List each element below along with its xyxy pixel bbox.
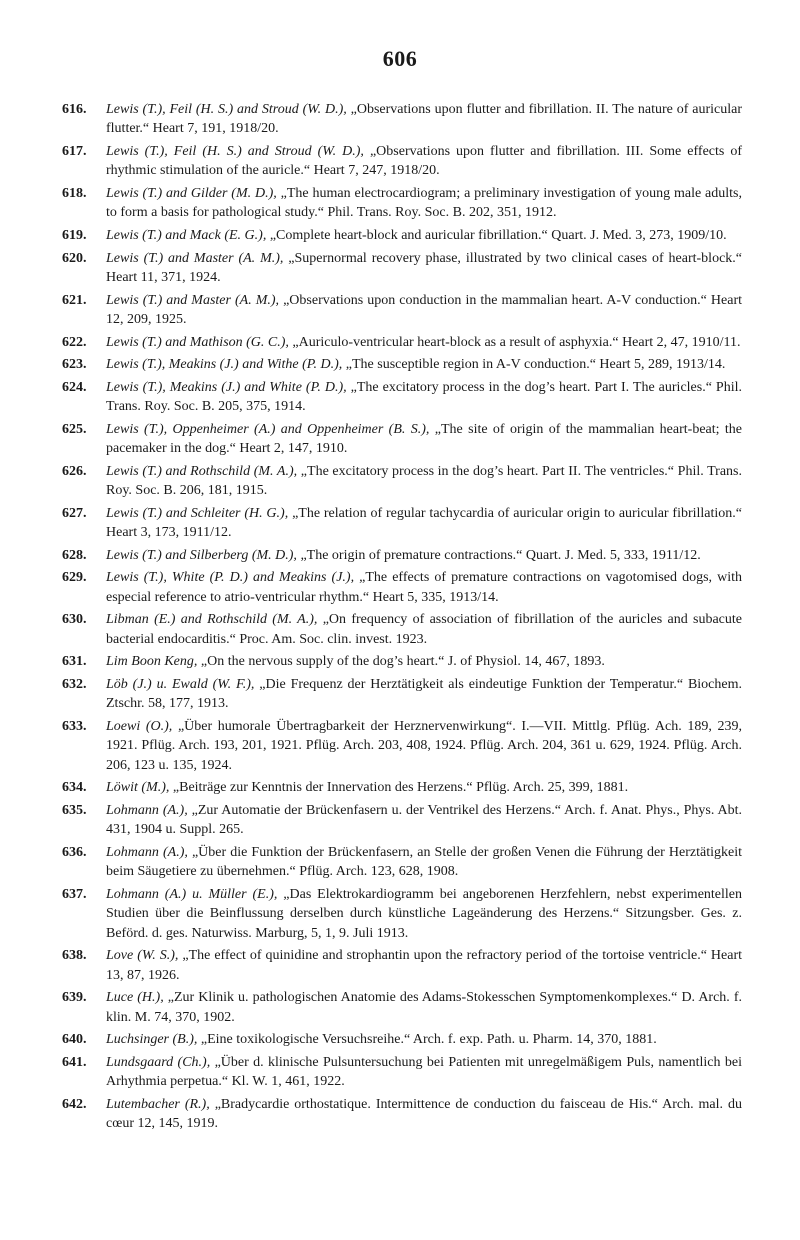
reference-entry [62,249,742,288]
reference-entry [62,778,742,797]
reference-number: 639. [62,990,87,1006]
reference-number: 637. [62,886,87,902]
reference-entry [62,355,742,374]
page-number: 606 [382,46,418,71]
reference-title-source: „Beiträge zur Kenntnis der Innervation des Herzens.“ Pflüg. Arch. 25, 399, 1881. [172,780,629,796]
reference-title-source: „The effect of quinidine and strophantin upon the refractory period of the tortoise ventricle.“ Heart 13, 87, 1926. [106,948,742,983]
reference-title-source: „Die Frequenz der Herztätigkeit als eindeutige Funktion der Temperatur.“ Biochem. Ztschr. 58, 177, 1913. [106,676,742,712]
reference-authors: Lewis (T.) and Master (A. M.), [106,292,280,308]
reference-title-source: „Observations upon conduction in the mammalian heart. A-V conduction.“ Heart 12, 209, 1925. [106,292,743,327]
reference-title-source: „Über d. klinische Pulsuntersuchung bei Patienten mit unregelmäßigem Puls, namentlich bei Arhythmia perpetua.“ Kl. W. 1, 461, 1922. [106,1054,742,1090]
reference-authors: Libman (E.) and Rothschild (M. A.), [106,612,318,628]
reference-entry [62,675,742,714]
reference-list [62,100,742,1137]
reference-authors: Lewis (T.) and Mathison (G. C.), [106,334,289,350]
reference-entry [62,420,742,459]
reference-title-source: „The excitatory process in the dog’s heart. Part I. The auricles.“ Phil. Trans. Roy. Soc. B. 205, 375, 1914. [106,379,742,415]
reference-entry [62,291,742,330]
reference-entry [62,1095,742,1134]
reference-authors: Lewis (T.), White (P. D.) and Meakins (J.), [106,570,355,586]
reference-title-source: „Zur Klinik u. pathologischen Anatomie des Adams-Stokesschen Symptomenkomplexes.“ D. Arch. f. klin. M. 74, 370, 1902. [106,990,743,1025]
reference-number: 632. [62,676,87,692]
reference-entry [62,988,742,1027]
reference-authors: Lewis (T.), Feil (H. S.) and Stroud (W. D.), [106,102,347,117]
reference-entry [62,142,742,181]
reference-authors: Lohmann (A.) u. Müller (E.), [106,886,278,902]
reference-title-source: „Observations upon flutter and fibrillation. III. Some effects of rhythmic stimulation of the auricle.“ Heart 7, 247, 1918/20. [106,144,743,179]
reference-authors: Löb (J.) u. Ewald (W. F.), [106,676,255,692]
reference-authors: Lutembacher (R.), [106,1096,210,1112]
reference-number: 634. [62,780,87,796]
reference-number: 621. [62,292,87,308]
reference-number: 616. [62,102,87,117]
reference-authors: Löwit (M.), [106,780,170,796]
reference-number: 625. [62,421,87,437]
reference-entry [62,1030,742,1049]
reference-authors: Lewis (T.), Meakins (J.) and White (P. D.), [106,379,347,395]
reference-entry [62,184,742,223]
reference-number: 638. [62,948,87,964]
reference-number: 631. [62,654,87,670]
reference-title-source: „On frequency of association of fibrillation of the auricles and subacute bacterial endocarditis.“ Proc. Am. Soc. clin. invest. 1923. [106,612,742,647]
reference-number: 635. [62,802,87,818]
reference-entry [62,652,742,671]
reference-title-source: „Zur Automatie der Brückenfasern u. der Ventrikel des Herzens.“ Arch. f. Anat. Phys., Phys. Abt. 431, 1904 u. Suppl. 265. [106,802,743,838]
reference-number: 626. [62,463,87,479]
reference-authors: Lewis (T.) and Mack (E. G.), [106,228,267,243]
reference-number: 624. [62,379,87,395]
reference-entry [62,546,742,565]
reference-entry [62,717,742,775]
reference-entry [62,568,742,607]
reference-title-source: „The origin of premature contractions.“ Quart. J. Med. 5, 333, 1911/12. [300,547,701,563]
reference-entry [62,1053,742,1092]
reference-title-source: „Das Elektrokardiogramm bei angeborenen Herzfehlern, nebst experimentellen Studien über die Beinflussung derselben durch künstliche Lageänderung des Herzens.“ Sitzungsber. Ges. z. Beförd. d. ges. Naturwiss. Marburg, 5, 1, 9. Juli 1913. [106,886,743,941]
reference-title-source: „Über die Funktion der Brückenfasern, an Stelle der großen Venen die Führung der Herztätigkeit beim Säugetiere zu übernehmen.“ Pflüg. Arch. 123, 628, 1908. [106,844,742,880]
reference-entry [62,504,742,543]
reference-number: 630. [62,612,87,628]
reference-number: 620. [62,250,87,266]
reference-entry [62,801,742,840]
reference-title-source: „Complete heart-block and auricular fibrillation.“ Quart. J. Med. 3, 273, 1909/10. [269,228,727,243]
reference-entry [62,226,742,245]
reference-number: 642. [62,1096,87,1112]
reference-entry [62,100,742,139]
reference-authors: Luchsinger (B.), [106,1032,198,1048]
reference-number: 640. [62,1032,87,1048]
reference-number: 636. [62,844,87,860]
reference-number: 618. [62,186,87,201]
reference-entry [62,378,742,417]
reference-number: 629. [62,570,87,586]
reference-title-source: „The excitatory process in the dog’s heart. Part II. The ventricles.“ Phil. Trans. Roy. Soc. B. 206, 181, 1915. [106,463,743,499]
reference-entry [62,333,742,352]
reference-authors: Lewis (T.) and Schleiter (H. G.), [106,505,289,521]
reference-authors: Loewi (O.), [106,718,173,734]
reference-authors: Luce (H.), [106,990,164,1006]
reference-authors: Love (W. S.), [106,948,179,964]
reference-authors: Lewis (T.), Oppenheimer (A.) and Oppenheimer (B. S.), [106,421,430,437]
reference-number: 623. [62,357,87,373]
reference-entry [62,946,742,985]
reference-entry [62,462,742,501]
reference-authors: Lewis (T.), Meakins (J.) and Withe (P. D.), [106,357,343,373]
reference-title-source: „Über humorale Übertragbarkeit der Herznervenwirkung“. I.—VII. Mittlg. Pflüg. Ach. 189, 239, 1921. Pflüg. Arch. 193, 201, 1921. Pflüg. Arch. 203, 408, 1924. Pflüg. Arch. 204, 361 u. 629, 1924. Pflüg. Arch. 206, 123 u. 135, 1924. [106,718,742,773]
reference-entry [62,843,742,882]
reference-authors: Lewis (T.) and Silberberg (M. D.), [106,547,297,563]
reference-title-source: „Supernormal recovery phase, illustrated by two clinical cases of heart-block.“ Heart 11, 371, 1924. [106,250,742,285]
reference-number: 619. [62,228,87,243]
reference-number: 622. [62,334,87,350]
reference-authors: Lohmann (A.), [106,844,188,860]
reference-authors: Lewis (T.) and Master (A. M.), [106,250,284,266]
reference-authors: Lundsgaard (Ch.), [106,1054,211,1070]
reference-authors: Lewis (T.), Feil (H. S.) and Stroud (W. D.), [106,144,364,159]
reference-number: 628. [62,547,87,563]
reference-title-source: „Bradycardie orthostatique. Intermittence de conduction du faisceau de His.“ Arch. mal. du cœur 12, 145, 1919. [106,1096,742,1132]
reference-number: 617. [62,144,87,159]
reference-title-source: „The relation of regular tachycardia of auricular origin to auricular fibrillation.“ Heart 3, 173, 1911/12. [106,505,742,541]
reference-title-source: „On the nervous supply of the dog’s heart.“ J. of Physiol. 14, 467, 1893. [200,654,605,670]
reference-title-source: „The effects of premature contractions on vagotomised dogs, with especial reference to atrio-ventricular rhythm.“ Heart 5, 335, 1913/14. [106,570,742,605]
reference-number: 633. [62,718,87,734]
reference-title-source: „The human electrocardiogram; a preliminary investigation of young male adults, to form a basis for pathological study.“ Phil. Trans. Roy. Soc. B. 202, 351, 1912. [106,186,742,221]
reference-title-source: „The site of origin of the mammalian heart-beat; the pacemaker in the dog.“ Heart 2, 147, 1910. [106,421,742,457]
reference-title-source: „Eine toxikologische Versuchsreihe.“ Arch. f. exp. Path. u. Pharm. 14, 370, 1881. [200,1032,657,1048]
reference-authors: Lewis (T.) and Gilder (M. D.), [106,186,277,201]
reference-authors: Lohmann (A.), [106,802,188,818]
reference-authors: Lewis (T.) and Rothschild (M. A.), [106,463,298,479]
reference-title-source: „The susceptible region in A-V conduction.“ Heart 5, 289, 1913/14. [345,357,726,373]
reference-authors: Lim Boon Keng, [106,654,198,670]
reference-number: 627. [62,505,87,521]
reference-title-source: „Observations upon flutter and fibrillation. II. The nature of auricular flutter.“ Heart 7, 191, 1918/20. [106,102,743,137]
reference-entry [62,885,742,943]
reference-number: 641. [62,1054,87,1070]
reference-title-source: „Auriculo-ventricular heart-block as a result of asphyxia.“ Heart 2, 47, 1910/11. [292,334,741,350]
reference-entry [62,610,742,649]
